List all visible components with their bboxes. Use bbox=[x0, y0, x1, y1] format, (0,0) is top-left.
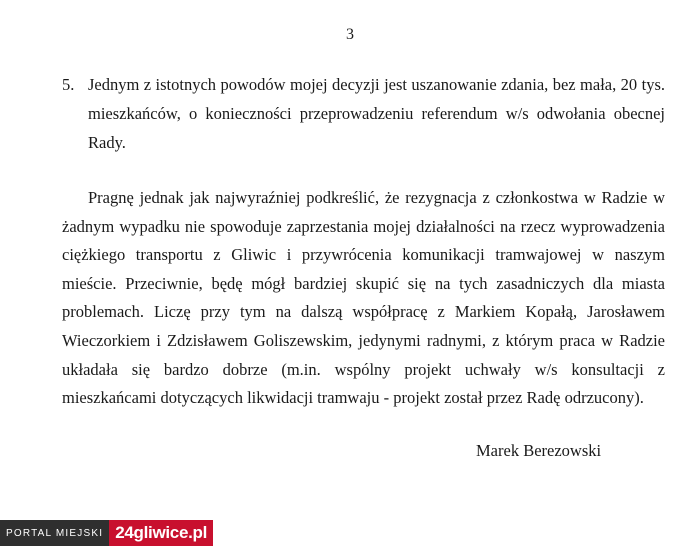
portal-label: PORTAL MIEJSKI bbox=[0, 520, 109, 546]
list-item-number: 5. bbox=[62, 75, 75, 94]
list-item-5 bbox=[62, 70, 665, 157]
portal-watermark bbox=[0, 520, 213, 546]
body-paragraph: Pragnę jednak jak najwyraźniej podkreślić, że rezygnacja z członkostwa w Radzie w żadnym wypadku nie spowoduje zaprzestania mojej działalności na rzecz wyprowadzenia ciężkiego transportu z Gliwic i przywrócenia komunikacji tramwajowej w naszym mieście. Przeciwnie, będę mógł bardziej skupić się na tych zasadniczych dla miasta problemach. Liczę przy tym na dalszą współpracę z Markiem Kopałą, Jarosławem Wieczorkiem i Zdzisławem Goliszewskim, jedynymi radnymi, z którym praca w Radzie układała się bardzo dobrze (m.in. wspólny projekt uchwały w/s konsultacji z mieszkańcami dotyczących likwidacji tramwaju - projekt został przez Radę odrzucony). bbox=[62, 188, 665, 408]
site-logo: 24gliwice.pl bbox=[109, 520, 213, 546]
page-number: 3 bbox=[346, 26, 354, 43]
list-item-text: Jednym z istotnych powodów mojej decyzji jest uszanowanie zdania, bez mała, 20 tys. mieszkańców, o konieczności przeprowadzeniu referendum w/s odwołania obecnej Rady. bbox=[88, 75, 665, 152]
signature: Marek Berezowski bbox=[476, 441, 602, 460]
